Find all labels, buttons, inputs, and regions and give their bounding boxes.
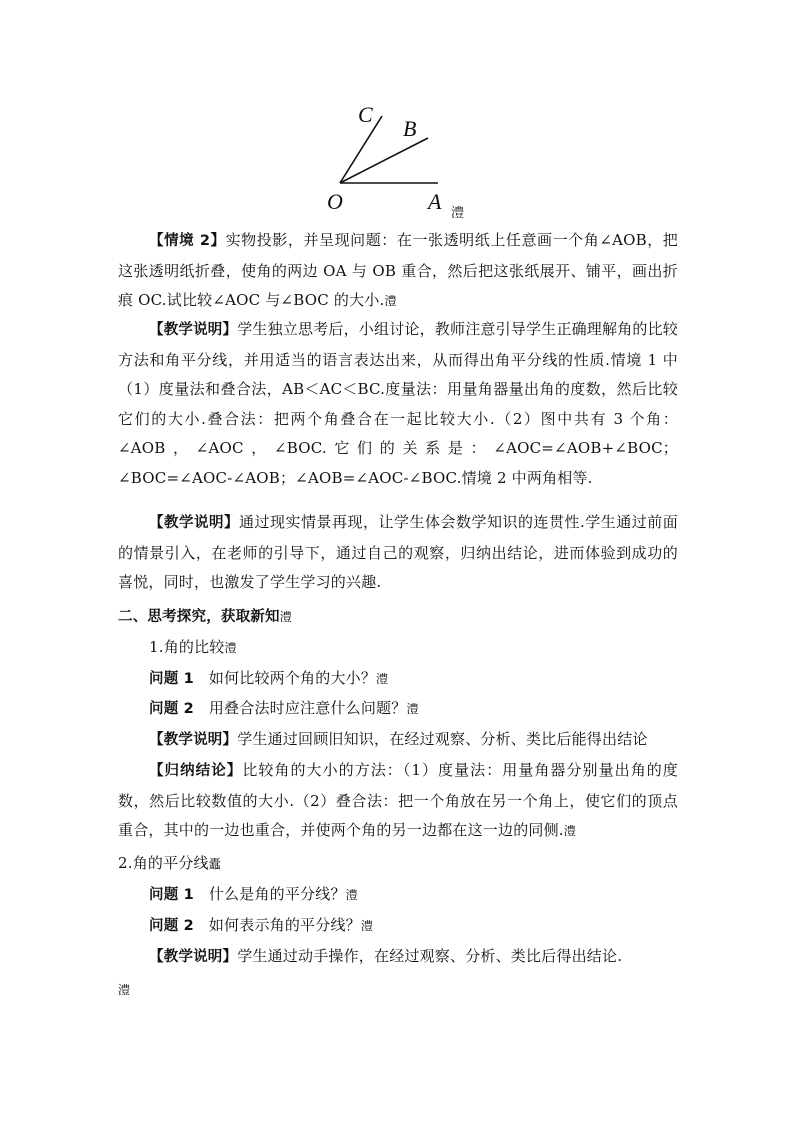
subheading-2-mark: 蠹 <box>208 857 221 871</box>
subheading-2-text: 2.角的平分线 <box>118 854 209 872</box>
question-2-text: 用叠合法时应注意什么问题？ <box>208 699 407 717</box>
subheading-angle-comparison <box>118 633 678 664</box>
paragraph-teaching-note-2 <box>118 508 678 598</box>
question-2-mark: 澧 <box>406 702 419 716</box>
section-mark: 澧 <box>279 610 292 624</box>
question-2 <box>118 694 678 725</box>
question-3-text: 什么是角的平分线？ <box>208 885 346 903</box>
question-3 <box>118 880 678 911</box>
conclusion-text: 比较角的大小的方法：（1）度量法：用量角器分别量出角的度数，然后比较数值的大小.（2）叠合法：把一个角放在另一个角上，使它们的顶点重合，其中的一边也重合，并使两个角的另一边都在这一边的同侧. <box>118 761 678 839</box>
paragraph-teaching-note-1 <box>118 315 678 493</box>
teaching-note-3-tag: 【教学说明】 <box>149 732 238 748</box>
paragraph-scenario-2 <box>118 226 678 317</box>
scenario-2-tag: 【情境 2】 <box>149 233 226 249</box>
scenario-2-text: 实物投影，并呈现问题：在一张透明纸上任意画一个角∠AOB，把这张透明纸折叠，使角的两边 OA 与 OB 重合，然后把这张纸展开、铺平，画出折痕 OC.试比较∠AOC 与∠BOC 的大小. <box>118 231 678 309</box>
question-1 <box>118 664 678 695</box>
angle-figure <box>320 96 480 226</box>
question-3-tag: 问题 1 <box>149 887 194 903</box>
teaching-note-3-text: 学生通过回顾旧知识，在经过观察、分析、类比后能得出结论 <box>237 730 648 748</box>
subheading-angle-bisector <box>118 849 678 880</box>
question-3-mark: 澧 <box>345 888 358 902</box>
paragraph-teaching-note-4 <box>118 942 678 973</box>
teaching-note-1-text: 学生独立思考后，小组讨论，教师注意引导学生正确理解角的比较方法和角平分线，并用适当的语言表达出来，从而得出角平分线的性质.情境 1 中（1）度量法和叠合法，AB＜AC＜BC.度量法：用量角器量出角的度数，然后比较它们的大小.叠合法：把两个角叠合在一起比较大小.（2）图中共有 3 个角：∠AOB，∠AOC，∠BOC.它们的关系是：∠AOC=∠AOB+∠BOC；∠BOC=∠AOC-∠AOB；∠AOB=∠AOC-∠BOC.情境 2 中两角相等. <box>118 320 679 487</box>
figure-mark: 澧 <box>451 206 465 221</box>
question-1-tag: 问题 1 <box>149 671 194 687</box>
label-c: C <box>358 102 373 127</box>
conclusion-mark: 澧 <box>563 824 576 838</box>
paragraph-teaching-note-3 <box>118 725 678 756</box>
question-4 <box>118 911 678 942</box>
section-title: 二、思考探究，获取新知 <box>118 609 280 625</box>
question-1-mark: 澧 <box>376 672 389 686</box>
question-2-tag: 问题 2 <box>149 701 194 717</box>
trailing-mark: 澧 <box>118 983 131 997</box>
teaching-note-2-text: 通过现实情景再现，让学生体会数学知识的连贯性.学生通过前面的情景引入，在老师的引导下，通过自己的观察，归纳出结论，进而体验到成功的喜悦，同时，也激发了学生学习的兴趣. <box>118 513 679 591</box>
teaching-note-2-tag: 【教学说明】 <box>149 515 240 531</box>
subheading-1-mark: 澧 <box>224 641 237 655</box>
label-a: A <box>428 189 442 214</box>
label-b: B <box>403 116 417 141</box>
teaching-note-4-tag: 【教学说明】 <box>149 949 238 965</box>
teaching-note-1-tag: 【教学说明】 <box>149 322 238 338</box>
section-heading <box>118 602 678 633</box>
angle-diagram <box>320 96 480 226</box>
label-o: O <box>327 189 343 214</box>
question-4-mark: 澧 <box>360 919 374 933</box>
scenario-2-mark: 澧 <box>384 294 397 308</box>
trailing-mark-line <box>118 975 678 1006</box>
subheading-1-text: 1.角的比较 <box>149 638 225 656</box>
paragraph-conclusion <box>118 756 678 847</box>
conclusion-tag: 【归纳结论】 <box>149 763 243 779</box>
question-1-text: 如何比较两个角的大小？ <box>208 669 377 687</box>
question-4-tag: 问题 2 <box>149 918 194 934</box>
question-4-text: 如何表示角的平分线？ <box>208 916 361 934</box>
teaching-note-4-text: 学生通过动手操作，在经过观察、分析、类比后得出结论. <box>237 947 623 965</box>
